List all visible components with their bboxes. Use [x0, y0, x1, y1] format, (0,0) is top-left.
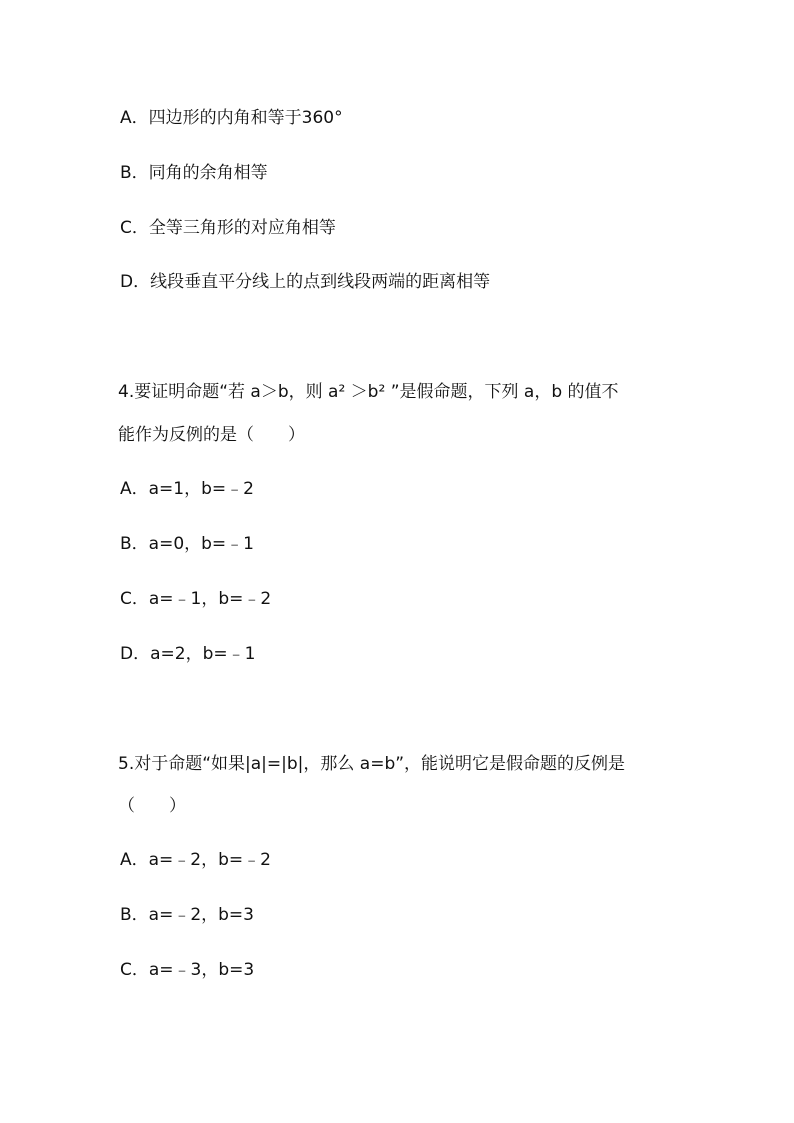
- question-4-option-c: C．a=﹣1，b=﹣2: [120, 589, 272, 609]
- question-5-option-a: A．a=﹣2，b=﹣2: [120, 850, 271, 870]
- question-3-option-d: D．线段垂直平分线上的点到线段两端的距离相等: [120, 272, 491, 292]
- question-5-option-c: C．a=﹣3，b=3: [120, 960, 255, 980]
- question-4-stem-line-2: 能作为反例的是（ ）: [118, 425, 305, 445]
- question-3-option-b: B．同角的余角相等: [120, 163, 268, 183]
- question-5-option-b: B．a=﹣2，b=3: [120, 905, 254, 925]
- question-4-option-b: B．a=0，b=﹣1: [120, 534, 254, 554]
- question-4-stem-line-1: 4.要证明命题“若 a＞b，则 a² ＞b² ”是假命题，下列 a，b 的值不: [118, 382, 619, 402]
- question-3-option-a: A．四边形的内角和等于360°: [120, 108, 343, 128]
- question-4-option-a: A．a=1，b=﹣2: [120, 479, 254, 499]
- question-3-option-c: C．全等三角形的对应角相等: [120, 218, 336, 238]
- question-5-stem-line-1: 5.对于命题“如果|a|=|b|，那么 a=b”，能说明它是假命题的反例是: [118, 754, 626, 774]
- question-4-option-d: D．a=2，b=﹣1: [120, 644, 256, 664]
- question-5-stem-line-2: （ ）: [118, 796, 186, 816]
